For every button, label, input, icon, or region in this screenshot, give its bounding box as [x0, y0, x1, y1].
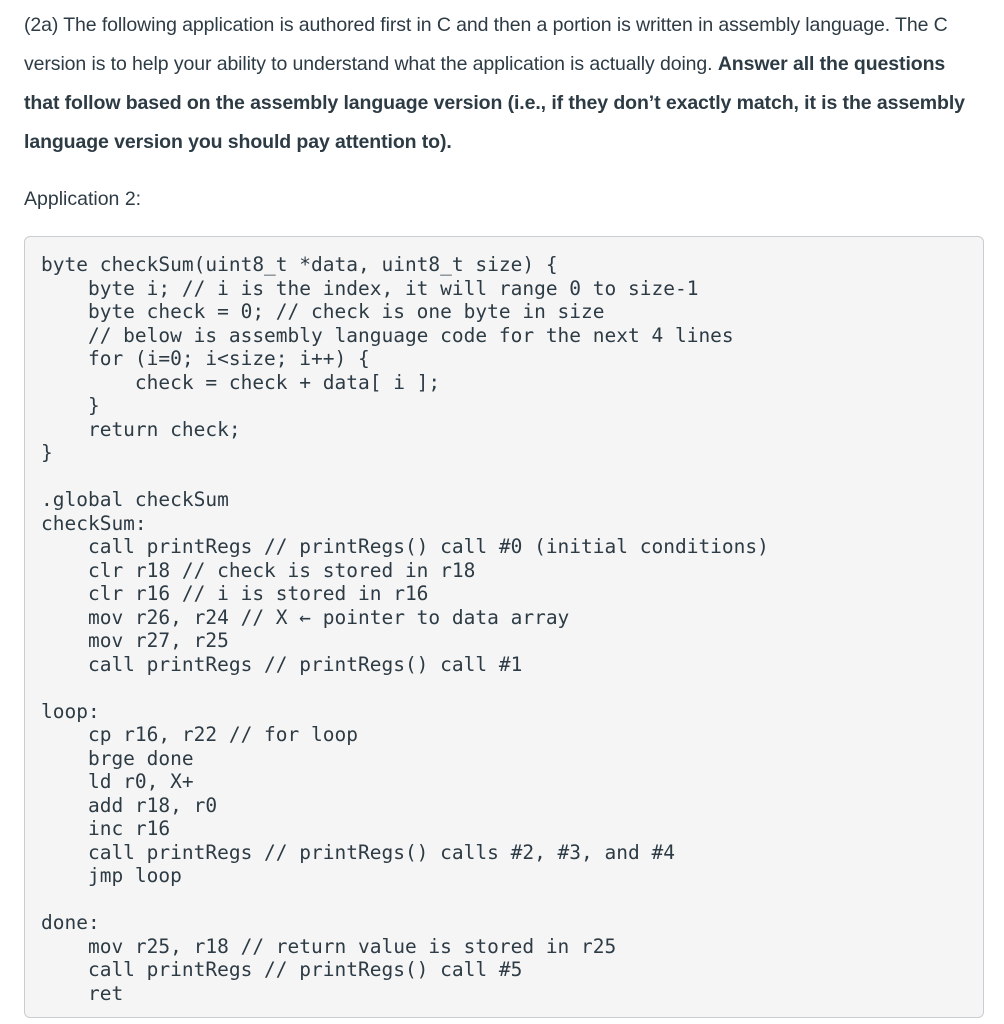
code-line: brge done: [41, 746, 194, 770]
question-intro: [24, 6, 984, 162]
code-line: }: [41, 394, 100, 417]
code-line: mov r25, r18 // return value is stored in r25: [41, 934, 617, 958]
code-line: done:: [41, 911, 100, 934]
code-line: [41, 676, 769, 700]
code-line: jmp loop: [41, 864, 182, 887]
code-line: byte i; // i is the index, it will range 0 to size-1: [41, 276, 699, 300]
code-line: ret: [41, 981, 124, 1005]
code-listing: [41, 253, 769, 1005]
code-line: [41, 465, 769, 489]
code-line: check = check + data[ i ];: [41, 370, 441, 394]
code-line: add r18, r0: [41, 793, 218, 817]
application-label: Application 2:: [24, 188, 142, 210]
code-line: call printRegs // printRegs() calls #2, #3, and #4: [41, 840, 675, 864]
code-line: checkSum:: [41, 511, 147, 535]
code-block: [24, 236, 984, 1018]
code-line: call printRegs // printRegs() call #5: [41, 958, 523, 981]
code-line: loop:: [41, 699, 100, 723]
code-line: .global checkSum: [41, 488, 229, 511]
code-line: for (i=0; i<size; i++) {: [41, 347, 370, 370]
code-line: byte check = 0; // check is one byte in size: [41, 300, 605, 323]
intro-bold-instruction: Answer all the questions that follow based on the assembly language version (i.e., if they don’t exactly match, it is the assembly language version you should pay attention to).: [24, 53, 965, 153]
code-line: byte checkSum(uint8_t *data, uint8_t size) {: [41, 253, 558, 276]
code-line: inc r16: [41, 817, 171, 840]
code-line: cp r16, r22 // for loop: [41, 723, 358, 746]
code-line: call printRegs // printRegs() call #0 (initial conditions): [41, 535, 769, 558]
intro-plain-text: (2a) The following application is authored first in C and then a portion is written in assembly language. The C version is to help your ability to understand what the application is actually doing.: [24, 14, 948, 75]
code-line: mov r26, r24 // X ← pointer to data array: [41, 605, 570, 629]
code-line: // below is assembly language code for the next 4 lines: [41, 323, 734, 347]
code-line: ld r0, X+: [41, 770, 194, 793]
code-line: clr r18 // check is stored in r18: [41, 558, 476, 582]
code-line: call printRegs // printRegs() call #1: [41, 652, 523, 676]
code-line: return check;: [41, 417, 241, 441]
code-line: }: [41, 441, 53, 464]
code-line: mov r27, r25: [41, 629, 229, 652]
code-line: clr r16 // i is stored in r16: [41, 582, 429, 605]
code-line: [41, 888, 769, 912]
